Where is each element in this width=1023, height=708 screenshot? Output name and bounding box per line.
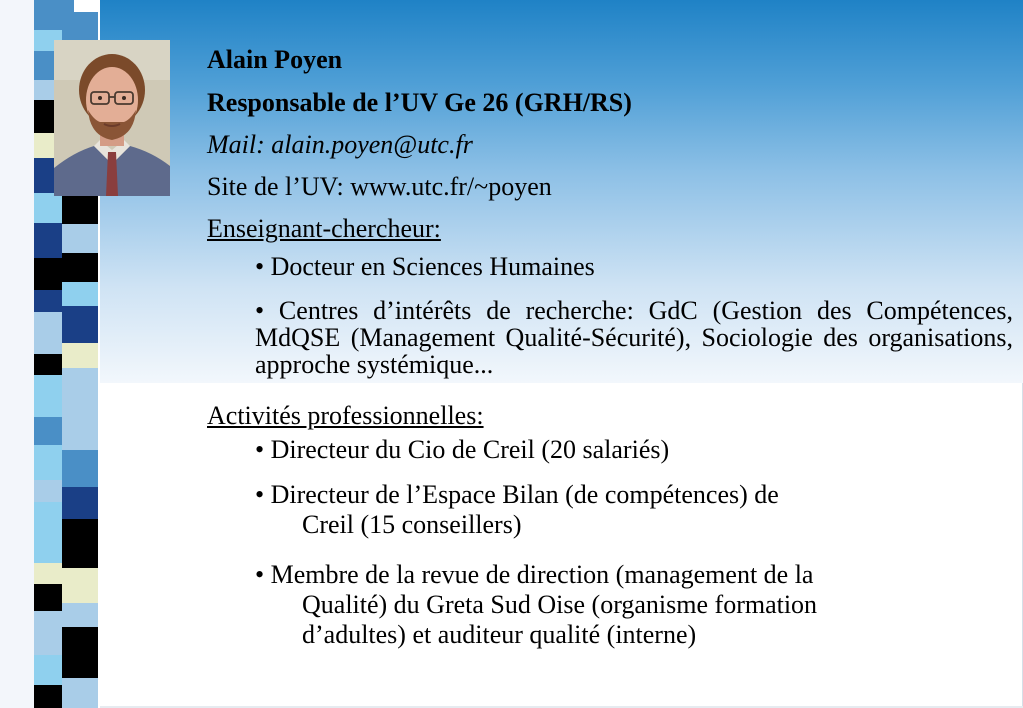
stripe-block <box>62 368 98 408</box>
teacher-bullet-doctorate: • Docteur en Sciences Humaines <box>255 252 595 281</box>
stripe-block <box>62 408 98 450</box>
person-name: Alain Poyen <box>207 45 343 74</box>
stripe-block <box>62 487 98 519</box>
stripe-block <box>62 306 98 343</box>
stripe-block <box>62 224 98 253</box>
email-line: Mail: alain.poyen@utc.fr <box>207 130 473 159</box>
activity-bullet-bilan: • Directeur de l’Espace Bilan (de compétences) de <box>255 480 779 509</box>
teacher-heading: Enseignant-chercheur: <box>207 214 441 243</box>
stripe-block <box>62 343 98 368</box>
person-role: Responsable de l’UV Ge 26 (GRH/RS) <box>207 88 632 117</box>
teacher-bullet-research: • Centres d’intérêts de recherche: GdC (Gestion des Compétences, MdQSE (Management Qualité-Sécurité), Sociologie des organisations, approche systémique... <box>255 296 1013 379</box>
stripe-block <box>62 678 98 698</box>
stripe-block <box>62 195 98 224</box>
stripe-block <box>62 645 98 678</box>
stripe-block <box>62 568 98 603</box>
stripe-block <box>62 545 98 568</box>
stripe-block <box>62 519 98 545</box>
stripe-block <box>62 698 98 708</box>
stripe-block <box>62 603 98 627</box>
stripe-block <box>62 627 98 645</box>
stripe-block <box>62 253 98 282</box>
stripe-block <box>62 450 98 487</box>
content-background <box>100 383 1023 708</box>
activity-bullet-greta-cont2: d’adultes) et auditeur qualité (interne) <box>302 620 697 649</box>
activity-bullet-bilan-cont: Creil (15 conseillers) <box>302 510 522 539</box>
course-site-line: Site de l’UV: www.utc.fr/~poyen <box>207 172 552 201</box>
portrait-photo <box>54 40 170 196</box>
stripe-block <box>62 282 98 306</box>
activity-bullet-greta: • Membre de la revue de direction (management de la <box>255 560 814 589</box>
activity-bullet-greta-cont1: Qualité) du Greta Sud Oise (organisme formation <box>302 590 818 619</box>
activities-heading: Activités professionnelles: <box>207 401 484 430</box>
activity-bullet-cio: • Directeur du Cio de Creil (20 salariés) <box>255 435 670 464</box>
